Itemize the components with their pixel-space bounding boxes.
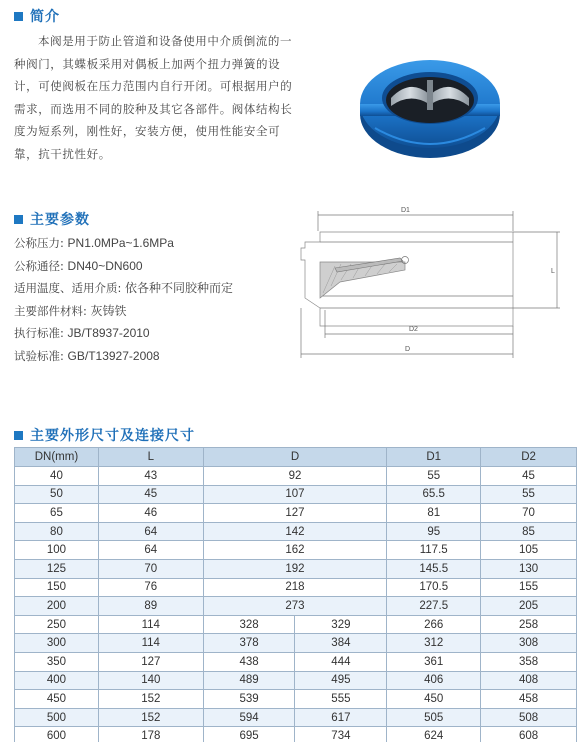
cell-d: 127 [203,504,387,523]
cell-d2: 608 [481,727,577,742]
header-d1: D1 [387,448,481,467]
table-row [15,615,577,634]
table-row [15,522,577,541]
cell-d: 273 [203,597,387,616]
cell-d: 92 [203,467,387,486]
intro-title: 简介 [30,9,60,25]
cell-dn: 40 [15,467,99,486]
cell-l: 89 [98,597,203,616]
table-row [15,597,577,616]
cell-d-b: 555 [295,690,387,709]
cell-d-a: 594 [203,708,295,727]
valve-product-image [355,48,505,163]
cell-d-b: 617 [295,708,387,727]
cell-l: 76 [98,578,203,597]
cell-d1: 55 [387,467,481,486]
param-test-standard: 试验标准: GB/T13927-2008 [14,348,160,363]
params-list [14,232,233,367]
table-row [15,559,577,578]
table-row [15,485,577,504]
cell-d1: 266 [387,615,481,634]
cell-l: 45 [98,485,203,504]
param-material: 主要部件材料: 灰铸铁 [14,303,127,318]
param-diameter: 公称通径: DN40~DN600 [14,258,143,273]
header-d2: D2 [481,448,577,467]
cell-d2: 205 [481,597,577,616]
cell-d-a: 378 [203,634,295,653]
table-row [15,541,577,560]
cell-dn: 500 [15,708,99,727]
cell-d: 218 [203,578,387,597]
cell-d: 162 [203,541,387,560]
cell-d2: 70 [481,504,577,523]
cell-dn: 150 [15,578,99,597]
cell-d-b: 384 [295,634,387,653]
cell-d1: 65.5 [387,485,481,504]
cell-l: 70 [98,559,203,578]
cell-d2: 45 [481,467,577,486]
cell-d-a: 438 [203,652,295,671]
section-square-icon [14,12,23,21]
intro-paragraph: 本阀是用于防止管道和设备使用中介质倒流的一种阀门，其蝶板采用对偶板上加两个扭力弹簧的设计，可使阀板在压力范围内自行开闭。可根据用户的需求，而选用不同的胶种及其它各部件。阀体结构长度为短系列，刚性好，安装方便，使用性能安全可靠，抗干扰性好。 [14,34,293,161]
cell-d-b: 444 [295,652,387,671]
param-pressure: 公称压力: PN1.0MPa~1.6MPa [14,236,174,250]
cell-d2: 55 [481,485,577,504]
table-row [15,504,577,523]
cell-d2: 458 [481,690,577,709]
cell-dn: 300 [15,634,99,653]
header-d: D [203,448,387,467]
cell-d-a: 695 [203,727,295,742]
cell-l: 114 [98,634,203,653]
cell-dn: 200 [15,597,99,616]
cell-d1: 170.5 [387,578,481,597]
cell-l: 152 [98,708,203,727]
cell-l: 64 [98,541,203,560]
header-l: L [98,448,203,467]
cell-d1: 361 [387,652,481,671]
cell-l: 178 [98,727,203,742]
cell-d2: 105 [481,541,577,560]
drawing-label-d2: D2 [409,326,418,333]
cell-dn: 600 [15,727,99,742]
cell-l: 127 [98,652,203,671]
cell-l: 64 [98,522,203,541]
param-temperature-medium: 适用温度、适用介质: 依各种不同胶种而定 [14,281,234,295]
cell-dn: 65 [15,504,99,523]
cell-d2: 508 [481,708,577,727]
param-standard: 执行标准: JB/T8937-2010 [14,326,150,340]
cell-l: 152 [98,690,203,709]
cell-d2: 408 [481,671,577,690]
table-row [15,634,577,653]
cell-d1: 117.5 [387,541,481,560]
params-title: 主要参数 [30,212,90,228]
cell-dn: 400 [15,671,99,690]
table-row [15,652,577,671]
cell-d1: 81 [387,504,481,523]
cell-d: 142 [203,522,387,541]
cell-d2: 358 [481,652,577,671]
cell-d-b: 734 [295,727,387,742]
cell-d: 192 [203,559,387,578]
table-row [15,578,577,597]
cell-l: 140 [98,671,203,690]
cell-l: 114 [98,615,203,634]
cell-d-a: 328 [203,615,295,634]
cell-d2: 308 [481,634,577,653]
cell-dn: 50 [15,485,99,504]
cell-dn: 100 [15,541,99,560]
cell-d1: 505 [387,708,481,727]
cell-dn: 350 [15,652,99,671]
cell-d2: 258 [481,615,577,634]
table-row [15,727,577,742]
table-row [15,708,577,727]
cell-l: 43 [98,467,203,486]
cell-d1: 624 [387,727,481,742]
cell-d: 107 [203,485,387,504]
dimensions-table [14,447,577,742]
drawing-label-d1: D1 [401,207,410,214]
table-row [15,671,577,690]
dims-title: 主要外形尺寸及连接尺寸 [30,428,195,444]
valve-section-drawing [295,198,580,363]
section-square-icon [14,431,23,440]
cell-l: 46 [98,504,203,523]
cell-d2: 85 [481,522,577,541]
cell-d1: 227.5 [387,597,481,616]
drawing-label-d: D [405,346,411,353]
cell-d-b: 329 [295,615,387,634]
cell-d1: 406 [387,671,481,690]
cell-dn: 80 [15,522,99,541]
table-row [15,467,577,486]
cell-dn: 125 [15,559,99,578]
cell-d2: 130 [481,559,577,578]
cell-d1: 450 [387,690,481,709]
params-section-heading [14,209,90,229]
cell-d-a: 539 [203,690,295,709]
header-dn: DN(mm) [15,448,99,467]
table-row [15,690,577,709]
intro-section-heading [14,6,60,26]
cell-dn: 450 [15,690,99,709]
dims-section-heading [14,425,195,445]
cell-d1: 95 [387,522,481,541]
cell-d-a: 489 [203,671,295,690]
cell-d-b: 495 [295,671,387,690]
cell-d1: 312 [387,634,481,653]
section-square-icon [14,215,23,224]
drawing-label-l: L [551,268,555,275]
table-header-row [15,448,577,467]
cell-d2: 155 [481,578,577,597]
cell-dn: 250 [15,615,99,634]
cell-d1: 145.5 [387,559,481,578]
